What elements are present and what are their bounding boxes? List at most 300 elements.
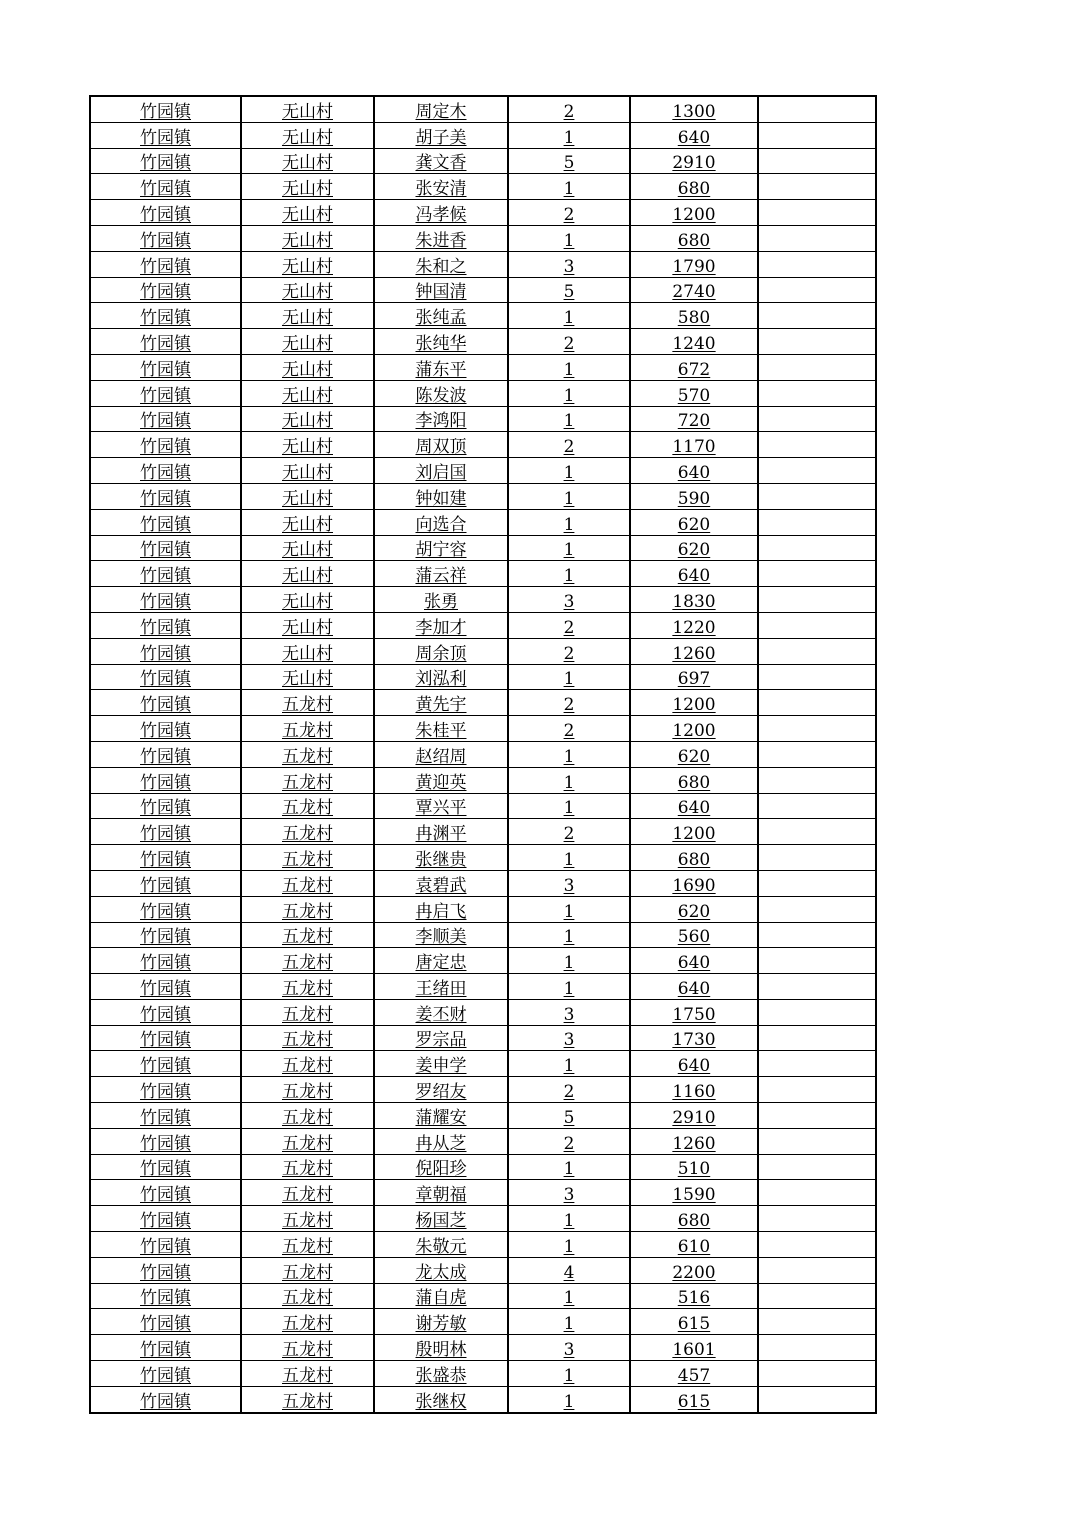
village-cell [241,870,374,896]
count-text: 1 [563,308,575,329]
table-row [90,999,876,1025]
name-cell [374,690,508,716]
village-text: 无山村 [282,282,333,303]
table-row [90,329,876,355]
count-cell [508,638,630,664]
village-cell [241,96,374,122]
village-text: 五龙村 [282,695,333,716]
amount-text: 620 [677,746,711,767]
village-cell [241,819,374,845]
village-cell [241,664,374,690]
village-text: 五龙村 [282,927,333,948]
count-cell [508,1361,630,1387]
village-text: 无山村 [282,591,333,612]
count-text: 1 [563,901,575,922]
count-text: 5 [563,153,575,174]
name-cell [374,1103,508,1129]
count-cell [508,845,630,871]
amount-text: 2200 [672,1262,716,1283]
amount-cell [630,664,758,690]
note-cell [758,561,876,587]
count-text: 1 [563,772,575,793]
name-text: 殷明林 [415,1340,467,1361]
village-text: 无山村 [282,514,333,535]
name-text: 钟如建 [415,488,467,509]
table-row [90,200,876,226]
count-text: 3 [563,1185,575,1206]
town-text: 竹园镇 [140,333,191,354]
count-cell [508,587,630,613]
amount-text: 1220 [672,617,716,638]
amount-cell [630,690,758,716]
village-text: 无山村 [282,101,333,122]
name-text: 刘泓利 [415,669,467,690]
count-text: 2 [563,695,575,716]
amount-text: 610 [677,1236,711,1257]
name-text: 蒲东平 [415,359,467,380]
amount-cell [630,483,758,509]
village-text: 五龙村 [282,1262,333,1283]
count-text: 4 [563,1262,575,1283]
town-text: 竹园镇 [140,1056,191,1077]
amount-text: 1160 [672,1082,716,1103]
name-text: 向选合 [415,514,467,535]
amount-cell [630,974,758,1000]
village-cell [241,716,374,742]
count-cell [508,1154,630,1180]
table-row [90,767,876,793]
note-cell [758,870,876,896]
town-cell [90,96,241,122]
name-text: 朱和之 [415,256,467,277]
name-cell [374,999,508,1025]
town-text: 竹园镇 [140,798,191,819]
amount-cell [630,406,758,432]
name-text: 周余顶 [415,643,467,664]
town-text: 竹园镇 [140,849,191,870]
count-text: 1 [563,669,575,690]
note-cell [758,974,876,1000]
town-cell [90,406,241,432]
name-text: 蒲自虎 [415,1288,467,1309]
village-text: 五龙村 [282,1133,333,1154]
count-text: 1 [563,1391,575,1412]
amount-text: 1601 [672,1340,716,1361]
note-cell [758,354,876,380]
note-cell [758,612,876,638]
count-text: 1 [563,514,575,535]
count-text: 1 [563,849,575,870]
count-cell [508,1128,630,1154]
amount-text: 1240 [672,333,716,354]
town-text: 竹园镇 [140,978,191,999]
count-text: 1 [563,1236,575,1257]
amount-cell [630,458,758,484]
count-text: 5 [563,1107,575,1128]
count-text: 2 [563,824,575,845]
town-cell [90,1077,241,1103]
town-text: 竹园镇 [140,488,191,509]
table-row [90,406,876,432]
count-text: 5 [563,282,575,303]
town-cell [90,587,241,613]
count-text: 3 [563,875,575,896]
count-text: 1 [563,746,575,767]
amount-cell [630,1180,758,1206]
note-cell [758,1232,876,1258]
name-text: 周双顶 [415,437,467,458]
town-cell [90,819,241,845]
village-cell [241,999,374,1025]
amount-text: 1790 [672,256,716,277]
amount-cell [630,225,758,251]
amount-cell [630,1283,758,1309]
village-cell [241,1180,374,1206]
name-cell [374,1232,508,1258]
town-cell [90,1128,241,1154]
town-cell [90,303,241,329]
village-cell [241,1128,374,1154]
village-text: 无山村 [282,127,333,148]
town-cell [90,122,241,148]
town-cell [90,1309,241,1335]
table-row [90,96,876,122]
town-text: 竹园镇 [140,1365,191,1386]
name-cell [374,329,508,355]
name-text: 蒲耀安 [415,1107,467,1128]
village-text: 五龙村 [282,772,333,793]
name-cell [374,845,508,871]
name-cell [374,716,508,742]
note-cell [758,432,876,458]
note-cell [758,1361,876,1387]
table-row [90,741,876,767]
name-cell [374,638,508,664]
amount-cell [630,1077,758,1103]
town-text: 竹园镇 [140,1133,191,1154]
amount-cell [630,922,758,948]
village-cell [241,974,374,1000]
count-cell [508,690,630,716]
table-row [90,432,876,458]
town-cell [90,1103,241,1129]
village-cell [241,174,374,200]
name-cell [374,1051,508,1077]
count-cell [508,483,630,509]
name-text: 姜申学 [415,1056,467,1077]
note-cell [758,1283,876,1309]
table-row [90,1283,876,1309]
table-row [90,1103,876,1129]
note-cell [758,664,876,690]
town-text: 竹园镇 [140,359,191,380]
name-cell [374,767,508,793]
table-row [90,612,876,638]
village-cell [241,1154,374,1180]
count-cell [508,432,630,458]
count-cell [508,1077,630,1103]
village-cell [241,1309,374,1335]
village-cell [241,767,374,793]
town-cell [90,1386,241,1412]
name-cell [374,1025,508,1051]
name-cell [374,1128,508,1154]
town-text: 竹园镇 [140,1262,191,1283]
table-row [90,122,876,148]
town-cell [90,793,241,819]
count-cell [508,329,630,355]
village-text: 无山村 [282,204,333,225]
village-cell [241,1232,374,1258]
name-text: 李加才 [415,617,467,638]
note-cell [758,1335,876,1361]
name-cell [374,277,508,303]
amount-cell [630,329,758,355]
note-cell [758,948,876,974]
count-text: 1 [563,1365,575,1386]
village-cell [241,638,374,664]
amount-text: 1260 [672,643,716,664]
name-cell [374,251,508,277]
name-text: 张盛恭 [415,1365,467,1386]
name-cell [374,612,508,638]
amount-text: 1200 [672,695,716,716]
town-text: 竹园镇 [140,927,191,948]
count-cell [508,1309,630,1335]
table-row [90,1309,876,1335]
name-text: 张勇 [424,591,458,612]
town-cell [90,638,241,664]
amount-text: 457 [677,1365,711,1386]
town-text: 竹园镇 [140,437,191,458]
name-cell [374,1180,508,1206]
town-cell [90,432,241,458]
count-text: 1 [563,1288,575,1309]
table-row [90,251,876,277]
name-cell [374,819,508,845]
note-cell [758,458,876,484]
town-text: 竹园镇 [140,1030,191,1051]
amount-cell [630,1335,758,1361]
amount-text: 620 [677,901,711,922]
village-text: 无山村 [282,488,333,509]
name-cell [374,380,508,406]
count-text: 1 [563,411,575,432]
amount-cell [630,1206,758,1232]
name-cell [374,561,508,587]
name-cell [374,432,508,458]
table-row [90,1154,876,1180]
town-cell [90,354,241,380]
name-cell [374,458,508,484]
village-text: 无山村 [282,359,333,380]
table-row [90,1051,876,1077]
count-text: 3 [563,591,575,612]
amount-cell [630,1128,758,1154]
name-text: 朱进香 [415,230,467,251]
village-cell [241,251,374,277]
village-text: 五龙村 [282,1056,333,1077]
village-text: 无山村 [282,333,333,354]
name-cell [374,1206,508,1232]
count-text: 1 [563,540,575,561]
village-text: 无山村 [282,462,333,483]
amount-cell [630,870,758,896]
table-row [90,303,876,329]
count-text: 1 [563,927,575,948]
table-row [90,638,876,664]
count-cell [508,793,630,819]
amount-text: 1170 [672,437,716,458]
amount-text: 680 [677,179,711,200]
name-text: 冉渊平 [415,824,467,845]
amount-cell [630,122,758,148]
note-cell [758,587,876,613]
name-text: 谢芳敏 [415,1314,467,1335]
village-text: 无山村 [282,643,333,664]
amount-text: 672 [677,359,711,380]
town-text: 竹园镇 [140,772,191,793]
amount-cell [630,716,758,742]
village-cell [241,690,374,716]
count-text: 2 [563,204,575,225]
count-cell [508,561,630,587]
amount-cell [630,1154,758,1180]
town-cell [90,1180,241,1206]
count-cell [508,1051,630,1077]
village-cell [241,329,374,355]
table-row [90,1386,876,1412]
amount-text: 1730 [672,1030,716,1051]
amount-text: 640 [677,127,711,148]
amount-cell [630,432,758,458]
amount-text: 720 [677,411,711,432]
amount-text: 620 [677,514,711,535]
amount-cell [630,1051,758,1077]
table-row [90,483,876,509]
name-text: 冉启飞 [415,901,467,922]
town-text: 竹园镇 [140,514,191,535]
note-cell [758,174,876,200]
village-text: 无山村 [282,230,333,251]
town-cell [90,999,241,1025]
town-cell [90,845,241,871]
note-cell [758,1128,876,1154]
name-text: 张纯华 [415,333,467,354]
town-cell [90,1051,241,1077]
note-cell [758,1025,876,1051]
amount-cell [630,1361,758,1387]
amount-text: 615 [677,1314,711,1335]
note-cell [758,767,876,793]
name-text: 蒲云祥 [415,566,467,587]
count-text: 3 [563,1340,575,1361]
town-text: 竹园镇 [140,462,191,483]
town-text: 竹园镇 [140,256,191,277]
village-text: 五龙村 [282,953,333,974]
amount-text: 1590 [672,1185,716,1206]
village-text: 无山村 [282,669,333,690]
town-text: 竹园镇 [140,669,191,690]
count-cell [508,225,630,251]
note-cell [758,793,876,819]
name-text: 杨国芝 [415,1211,467,1232]
name-cell [374,870,508,896]
town-text: 竹园镇 [140,179,191,200]
village-cell [241,535,374,561]
amount-text: 590 [677,488,711,509]
name-cell [374,483,508,509]
name-cell [374,793,508,819]
count-cell [508,1180,630,1206]
name-cell [374,664,508,690]
amount-cell [630,948,758,974]
count-text: 1 [563,798,575,819]
town-text: 竹园镇 [140,153,191,174]
name-text: 冉从芝 [415,1133,467,1154]
amount-cell [630,251,758,277]
town-cell [90,1232,241,1258]
amount-text: 2740 [672,282,716,303]
name-cell [374,1257,508,1283]
count-text: 1 [563,230,575,251]
table-row [90,1025,876,1051]
town-cell [90,1257,241,1283]
town-cell [90,922,241,948]
amount-text: 640 [677,953,711,974]
village-cell [241,509,374,535]
count-cell [508,303,630,329]
table-row [90,380,876,406]
name-cell [374,122,508,148]
count-cell [508,819,630,845]
name-cell [374,535,508,561]
table-row [90,690,876,716]
table-row [90,819,876,845]
village-cell [241,922,374,948]
note-cell [758,96,876,122]
town-cell [90,535,241,561]
town-text: 竹园镇 [140,875,191,896]
village-text: 五龙村 [282,1391,333,1412]
amount-cell [630,277,758,303]
amount-cell [630,612,758,638]
amount-cell [630,380,758,406]
town-cell [90,896,241,922]
amount-cell [630,535,758,561]
count-cell [508,174,630,200]
count-cell [508,741,630,767]
count-text: 1 [563,566,575,587]
count-cell [508,535,630,561]
name-text: 朱敬元 [415,1236,467,1257]
amount-cell [630,819,758,845]
village-text: 无山村 [282,153,333,174]
village-text: 五龙村 [282,978,333,999]
village-text: 五龙村 [282,901,333,922]
name-text: 姜丕财 [415,1004,467,1025]
count-text: 1 [563,179,575,200]
village-cell [241,406,374,432]
note-cell [758,509,876,535]
count-text: 3 [563,1030,575,1051]
name-text: 张安清 [415,179,467,200]
count-cell [508,716,630,742]
village-text: 无山村 [282,385,333,406]
amount-text: 680 [677,230,711,251]
town-cell [90,870,241,896]
amount-cell [630,148,758,174]
